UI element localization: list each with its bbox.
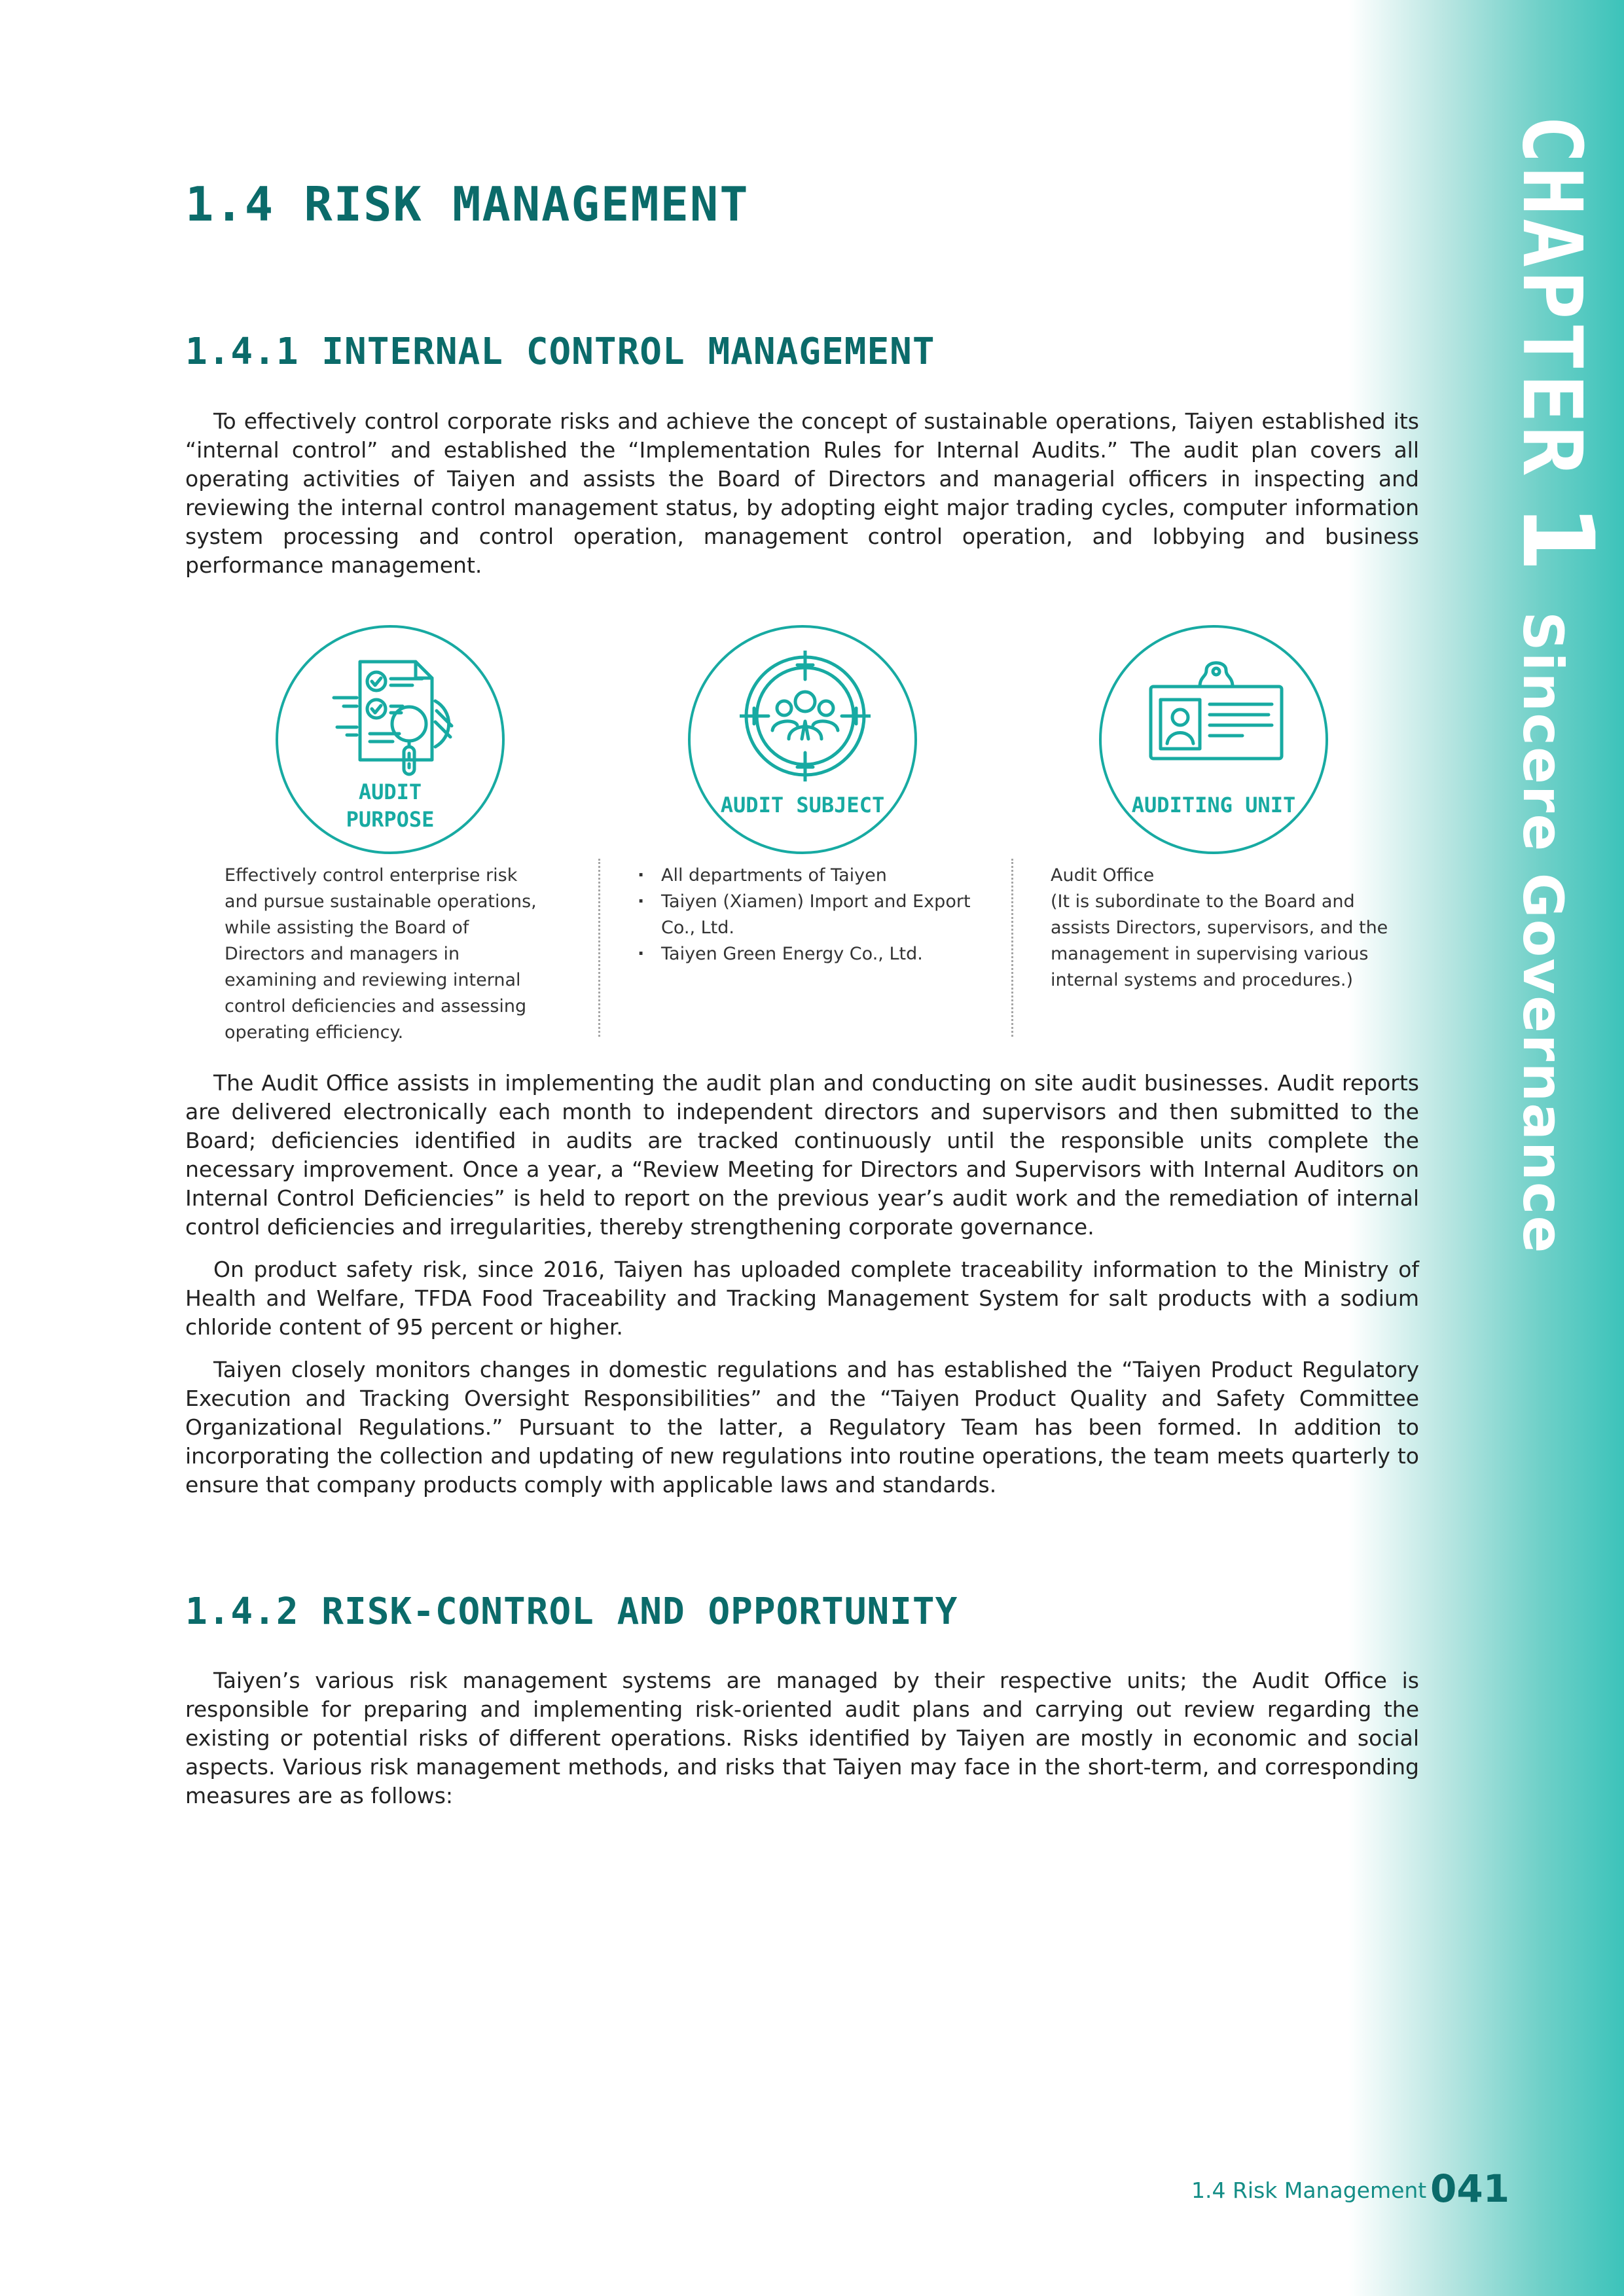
- chapter-label: CHAPTER: [1504, 115, 1599, 478]
- audit-purpose-circle: [276, 625, 505, 854]
- list-item: · Taiyen (Xiamen) Import and Export Co., Ltd.: [661, 889, 975, 941]
- auditing-unit-description: (It is subordinate to the Board and assists Directors, supervisors, and the management in supervising various internal systems and procedures.): [1051, 891, 1388, 990]
- audit-purpose-text: Effectively control enterprise risk and pursue sustainable operations, while assisting the Board of Directors and managers in examining and reviewing internal control deficiencies and assessing operating efficiency.: [225, 865, 537, 1043]
- chapter-number: 1: [1500, 503, 1614, 573]
- column-divider: [1011, 859, 1013, 1037]
- intro-paragraph: To effectively control corporate risks and achieve the concept of sustainable operations, Taiyen established its “internal control” and established the “Implementation Rules for Internal Audits.” The audit plan covers all operating activities of Taiyen and assists the Board of Directors and managerial officers in inspecting and reviewing the internal control management status, by adopting eight major trading cycles, computer information system processing and control operation, management control operation, and lobbying and business performance management.: [185, 408, 1419, 578]
- auditing-unit-text: [1051, 863, 1404, 994]
- auditing-unit-label: AUDITING UNIT: [1131, 793, 1296, 817]
- audit-subject-label: AUDIT SUBJECT: [720, 793, 885, 817]
- chapter-tab: [1500, 115, 1614, 1255]
- page-number: 041: [1430, 2166, 1510, 2211]
- auditing-unit-name: Audit Office: [1051, 865, 1155, 886]
- column-divider: [598, 859, 600, 1037]
- audit-purpose-label-line1: AUDIT: [358, 780, 422, 804]
- chapter-title: Sincere Governance: [1511, 611, 1575, 1255]
- audit-office-paragraph: The Audit Office assists in implementing the audit plan and conducting on site audit businesses. Audit reports are delivered electronically each month to independent directors and supervisors and then submitted to the Board; deficiencies identified in audits are tracked continuously until the responsible units complete the necessary improvement. Once a year, a “Review Meeting for Directors and Supervisors with Internal Auditors on Internal Control Deficiencies” is held to report on the previous year’s audit work and the remediation of internal control deficiencies and irregularities, thereby strengthening corporate governance.: [185, 1070, 1419, 1240]
- list-item: · Taiyen Green Energy Co., Ltd.: [661, 941, 975, 967]
- auditing-unit-circle: [1099, 625, 1328, 854]
- id-badge-icon: [1144, 657, 1288, 775]
- audit-subject-circle: [688, 625, 917, 854]
- target-people-icon: [740, 651, 871, 781]
- subsection-title-risk-control: 1.4.2 RISK-CONTROL AND OPPORTUNITY: [185, 1590, 958, 1633]
- regulations-paragraph: Taiyen closely monitors changes in domestic regulations and has established the “Taiyen Product Regulatory Execution and Tracking Oversight Responsibilities” and the “Taiyen Product Quality and Safety Committee Organizational Regulations.” Pursuant to the latter, a Regulatory Team has been formed. In addition to incorporating the collection and updating of new regulations into routine operations, the team meets quarterly to ensure that company products comply with applicable laws and standards.: [185, 1357, 1419, 1498]
- audit-document-icon: [324, 649, 461, 780]
- list-item: · All departments of Taiyen: [661, 863, 975, 889]
- footer-section-label: 1.4 Risk Management: [1191, 2178, 1427, 2203]
- risk-control-paragraph: Taiyen’s various risk management systems are managed by their respective units; the Audit Office is responsible for preparing and implementing risk-oriented audit plans and carrying out review regarding the existing or potential risks of different operations. Risks identified by Taiyen are mostly in economic and social aspects. Various risk management methods, and risks that Taiyen may face in the short-term, and corresponding measures are as follows:: [185, 1668, 1419, 1808]
- subsection-title-internal-control: 1.4.1 INTERNAL CONTROL MANAGEMENT: [185, 331, 935, 373]
- section-title: 1.4 RISK MANAGEMENT: [185, 177, 749, 232]
- product-safety-paragraph: On product safety risk, since 2016, Taiyen has uploaded complete traceability information to the Ministry of Health and Welfare, TFDA Food Traceability and Tracking Management System for salt products with a sodium chloride content of 95 percent or higher.: [185, 1257, 1419, 1340]
- audit-subject-list: [635, 863, 975, 967]
- audit-purpose-label-line2: PURPOSE: [346, 807, 435, 832]
